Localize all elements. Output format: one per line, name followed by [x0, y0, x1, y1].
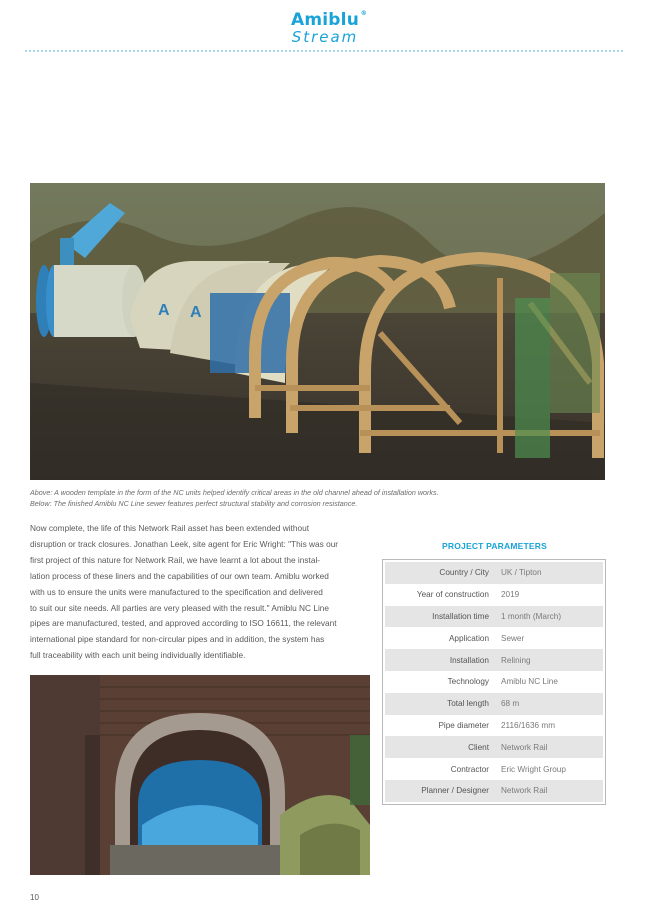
- param-value: 1 month (March): [495, 606, 603, 628]
- table-row: [385, 627, 603, 649]
- param-label: Application: [385, 627, 495, 649]
- param-label: Pipe diameter: [385, 715, 495, 737]
- body-line: lation process of these liners and the capabilities of our own team. Amiblu worked: [30, 570, 329, 581]
- param-value: Network Rail: [495, 736, 603, 758]
- body-line: to suit our site needs. All parties are very pleased with the result." Amiblu NC Line: [30, 602, 330, 613]
- photo-finished-sewer-illustration: [30, 675, 370, 875]
- header-divider: [25, 50, 623, 52]
- table-row: [385, 758, 603, 780]
- caption-below: Below: The finished Amiblu NC Line sewer features perfect structural stability and corrosion resistance.: [30, 499, 358, 508]
- project-parameters-title: PROJECT PARAMETERS: [442, 541, 547, 551]
- logo-product: Stream: [291, 28, 359, 46]
- param-value: Sewer: [495, 627, 603, 649]
- table-row: [385, 649, 603, 671]
- caption-above: Above: A wooden template in the form of the NC units helped identify critical areas in the old channel ahead of installation works.: [30, 488, 439, 497]
- table-row: [385, 562, 603, 584]
- param-value: 2019: [495, 584, 603, 606]
- param-value: 2116/1636 mm: [495, 715, 603, 737]
- project-parameters-table: [382, 559, 606, 805]
- table-row: [385, 736, 603, 758]
- param-label: Client: [385, 736, 495, 758]
- table-row: [385, 715, 603, 737]
- body-line: disruption or track closures. Jonathan Leek, site agent for Eric Wright: "This was our: [30, 538, 339, 549]
- param-label: Country / City: [385, 562, 495, 584]
- param-label: Year of construction: [385, 584, 495, 606]
- param-value: UK / Tipton: [495, 562, 603, 584]
- table-row: [385, 780, 603, 802]
- table-row: [385, 606, 603, 628]
- param-label: Planner / Designer: [385, 780, 495, 802]
- param-value: Network Rail: [495, 780, 603, 802]
- photo-finished-sewer: [30, 675, 370, 875]
- table-row: [385, 584, 603, 606]
- photo-caption: [30, 487, 610, 509]
- photo-wooden-template-illustration: [30, 183, 605, 480]
- param-value: Amiblu NC Line: [495, 671, 603, 693]
- body-line: international pipe standard for non-circular pipes and in addition, the system has: [30, 634, 325, 645]
- param-label: Installation time: [385, 606, 495, 628]
- photo-wooden-template: [30, 183, 605, 480]
- param-label: Total length: [385, 693, 495, 715]
- body-line: Now complete, the life of this Network Rail asset has been extended without: [30, 523, 310, 533]
- svg-text:A: A: [190, 304, 202, 321]
- amiblu-stream-logo: [270, 10, 380, 46]
- table-row: [385, 671, 603, 693]
- param-value: Relining: [495, 649, 603, 671]
- logo-brand: Amiblu ®: [291, 10, 367, 30]
- param-label: Technology: [385, 671, 495, 693]
- body-line: first project of this nature for Network Rail, we have learnt a lot about the instal-: [30, 554, 321, 565]
- param-label: Installation: [385, 649, 495, 671]
- param-value: Eric Wright Group: [495, 758, 603, 780]
- table-row: [385, 693, 603, 715]
- body-line: pipes are manufactured, tested, and approved according to ISO 16611, the relevant: [30, 618, 337, 629]
- param-value: 68 m: [495, 693, 603, 715]
- page-number: 10: [30, 893, 39, 902]
- body-line: with us to ensure the units were manufactured to the specification and delivered: [30, 586, 323, 597]
- body-line: full traceability with each unit being individually identifiable.: [30, 650, 246, 661]
- body-paragraph: [30, 521, 375, 664]
- param-label: Contractor: [385, 758, 495, 780]
- svg-text:A: A: [158, 302, 170, 319]
- registered-mark: ®: [360, 10, 367, 17]
